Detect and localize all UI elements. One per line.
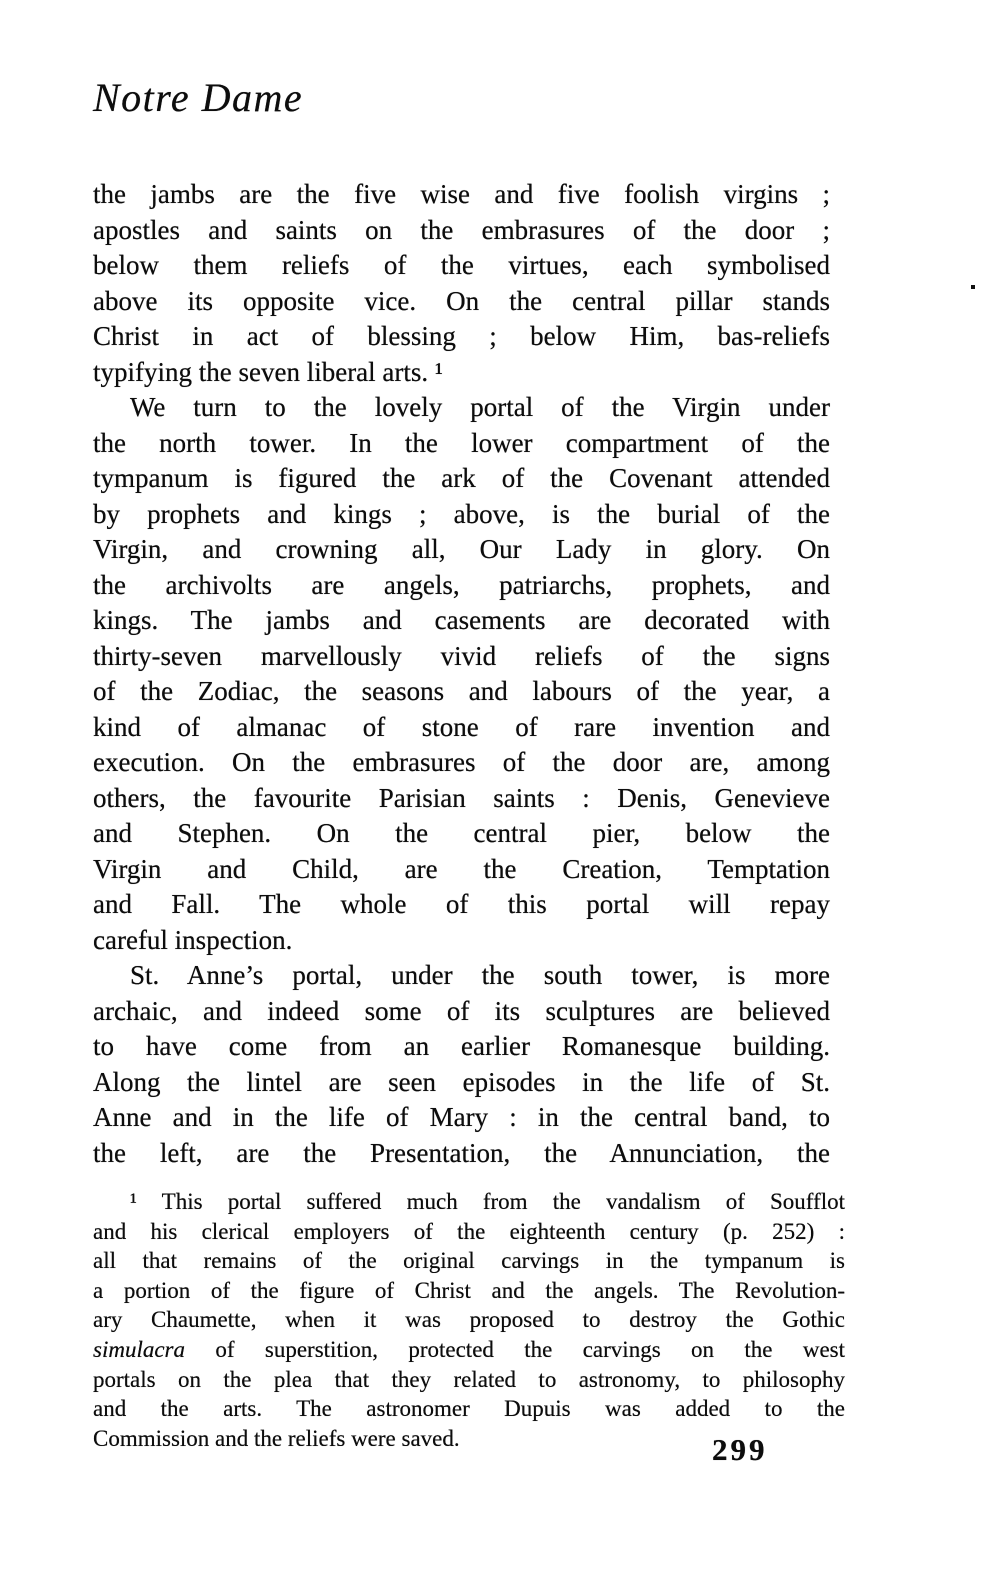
text-line: Commission and the reliefs were saved. bbox=[93, 1425, 460, 1451]
text-line: ¹ This portal suffered much from the vandalism of Soufflot bbox=[130, 1189, 845, 1214]
text-line: Virgin, and crowning all, Our Lady in glory. On bbox=[93, 534, 830, 564]
text-line: ary Chaumette, when it was proposed to destroy the Gothic bbox=[93, 1307, 845, 1333]
text-line: execution. On the embrasures of the door are, among bbox=[93, 747, 830, 777]
text-line: kings. The jambs and casements are decorated with bbox=[93, 605, 830, 635]
text-line: kind of almanac of stone of rare invention and bbox=[93, 711, 830, 742]
text-line: below them reliefs of the virtues, each symbolised bbox=[93, 250, 830, 280]
scan-speck bbox=[971, 285, 975, 289]
text-line bbox=[93, 1335, 845, 1365]
italic-text: simulacra bbox=[93, 1336, 185, 1362]
text-line: and Stephen. On the central pier, below the bbox=[93, 818, 830, 848]
text-line: and Fall. The whole of this portal will repay bbox=[93, 889, 830, 919]
text-line: thirty-seven marvellously vivid reliefs of the signs bbox=[93, 640, 830, 671]
text-line: Along the lintel are seen episodes in the life of St. bbox=[93, 1066, 830, 1097]
text-line: Virgin and Child, are the Creation, Temptation bbox=[93, 853, 830, 884]
text-line: St. Anne’s portal, under the south tower, is more bbox=[130, 960, 830, 990]
text-line: tympanum is figured the ark of the Covenant attended bbox=[93, 463, 830, 493]
text-line: others, the favourite Parisian saints : Denis, Genevieve bbox=[93, 782, 830, 813]
text-line: to have come from an earlier Romanesque building. bbox=[93, 1031, 830, 1061]
text-line: We turn to the lovely portal of the Virgin under bbox=[130, 392, 830, 422]
page-title: Notre Dame bbox=[93, 75, 304, 120]
footnote bbox=[93, 1187, 845, 1453]
text-line: the archivolts are angels, patriarchs, prophets, and bbox=[93, 569, 830, 600]
text-line: Anne and in the life of Mary : in the central band, to bbox=[93, 1102, 830, 1132]
text-line: and the arts. The astronomer Dupuis was added to the bbox=[93, 1396, 845, 1422]
text-line: by prophets and kings ; above, is the burial of the bbox=[93, 498, 830, 529]
text-line: apostles and saints on the embrasures of the door ; bbox=[93, 214, 830, 245]
page-number: 299 bbox=[712, 1432, 768, 1467]
text-line: a portion of the figure of Christ and the angels. The Revolution- bbox=[93, 1277, 845, 1303]
text-line: archaic, and indeed some of its sculptures are believed bbox=[93, 995, 830, 1026]
text-line: typifying the seven liberal arts. ¹ bbox=[93, 356, 443, 387]
text-line: the north tower. In the lower compartment of the bbox=[93, 427, 830, 458]
text-line: above its opposite vice. On the central pillar stands bbox=[93, 285, 830, 316]
body-text bbox=[93, 177, 830, 1171]
text-segment: of superstition, protected the carvings on the west bbox=[185, 1336, 845, 1362]
text-line: of the Zodiac, the seasons and labours of the year, a bbox=[93, 676, 830, 706]
text-line: Christ in act of blessing ; below Him, bas-reliefs bbox=[93, 321, 830, 351]
text-line: careful inspection. bbox=[93, 924, 293, 955]
text-line: portals on the plea that they related to astronomy, to philosophy bbox=[93, 1366, 845, 1392]
text-line: all that remains of the original carvings in the tympanum is bbox=[93, 1248, 845, 1274]
text-line: and his clerical employers of the eighteenth century (p. 252) : bbox=[93, 1218, 845, 1244]
text-line: the left, are the Presentation, the Annunciation, the bbox=[93, 1137, 830, 1168]
text-line: the jambs are the five wise and five foolish virgins ; bbox=[93, 179, 830, 209]
